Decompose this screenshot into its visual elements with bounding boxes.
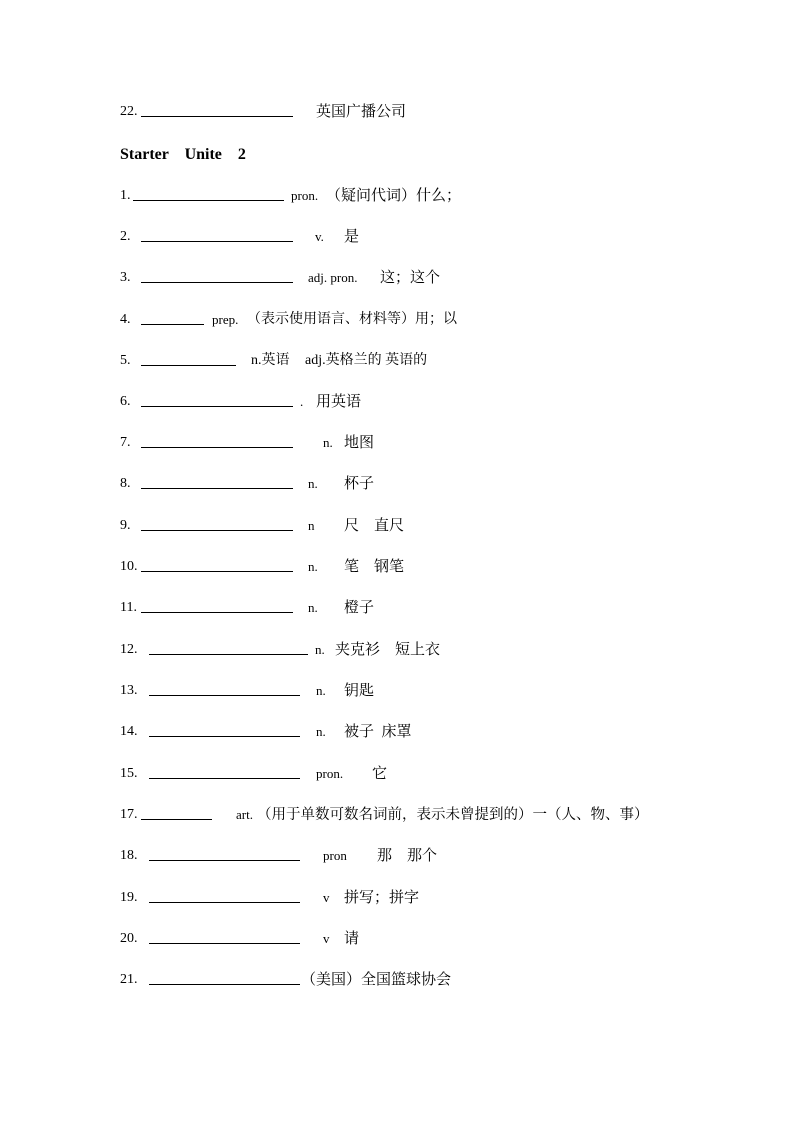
item-number: 7.	[120, 435, 131, 450]
item-pos: n.	[308, 559, 318, 574]
item-gloss: 被子 床罩	[344, 724, 412, 740]
item-pos: v	[323, 890, 330, 905]
item-number: 3.	[120, 270, 131, 285]
item-gloss: （用于单数可数名词前，表示未曾提到的）一（人、物、事）	[257, 807, 649, 823]
item-number: 11.	[120, 600, 137, 615]
item-pos: pron.	[316, 766, 344, 781]
item-pos: v.	[315, 229, 324, 244]
item-number: 5.	[120, 353, 131, 368]
item-number: 21.	[120, 972, 138, 987]
answer-blank[interactable]	[141, 819, 212, 820]
item-number: 10.	[120, 559, 138, 574]
answer-blank[interactable]	[149, 902, 300, 903]
item-gloss: 是	[344, 229, 360, 245]
item-pos: pron.	[291, 188, 319, 203]
item-pos: n	[308, 518, 315, 533]
item-number: 12.	[120, 642, 138, 657]
answer-blank[interactable]	[141, 406, 293, 407]
item-number: 19.	[120, 890, 138, 905]
answer-blank[interactable]	[149, 778, 300, 779]
item-pos: n.	[308, 476, 318, 491]
item-pos: adj. pron.	[308, 270, 358, 285]
item-pos: pron	[323, 848, 347, 863]
answer-blank[interactable]	[149, 654, 308, 655]
item-pos: n.	[308, 600, 318, 615]
item-gloss: 笔 钢笔	[344, 559, 405, 575]
item-gloss: （美国）全国篮球协会	[301, 972, 452, 988]
item-pos: n.	[316, 724, 326, 739]
item-number: 20.	[120, 931, 138, 946]
item-pos: n.英语	[251, 353, 290, 368]
item-pos: art.	[236, 807, 253, 822]
answer-blank[interactable]	[141, 612, 293, 613]
section-heading: Starter Unite 2	[120, 146, 246, 163]
answer-blank[interactable]	[141, 571, 293, 572]
item-pos: prep.	[212, 312, 239, 327]
answer-blank[interactable]	[141, 282, 293, 283]
answer-blank[interactable]	[149, 984, 300, 985]
item-gloss: 英国广播公司	[316, 104, 407, 120]
item-gloss: （疑问代词）什么；	[326, 188, 462, 204]
answer-blank[interactable]	[149, 695, 300, 696]
answer-blank[interactable]	[149, 736, 300, 737]
item-gloss: 夹克衫 短上衣	[335, 642, 441, 658]
item-number: 6.	[120, 394, 131, 409]
answer-blank[interactable]	[141, 530, 293, 531]
item-pos: v	[323, 931, 330, 946]
item-gloss: 请	[344, 931, 360, 947]
item-gloss: 钥匙	[344, 683, 375, 699]
answer-blank[interactable]	[149, 860, 300, 861]
answer-blank[interactable]	[149, 943, 300, 944]
item-gloss: adj.英格兰的 英语的	[305, 353, 428, 368]
item-gloss: 这；这个	[380, 270, 441, 286]
item-number: 18.	[120, 848, 138, 863]
item-pos: n.	[323, 435, 333, 450]
item-number: 15.	[120, 766, 138, 781]
answer-blank[interactable]	[141, 241, 293, 242]
item-number: 8.	[120, 476, 131, 491]
item-pos: .	[300, 394, 304, 409]
item-pos: n.	[316, 683, 326, 698]
item-gloss: 杯子	[344, 476, 375, 492]
item-number: 2.	[120, 229, 131, 244]
item-gloss: 拼写；拼字	[344, 890, 420, 906]
item-gloss: 地图	[344, 435, 375, 451]
answer-blank[interactable]	[141, 488, 293, 489]
item-number: 14.	[120, 724, 138, 739]
item-number: 9.	[120, 518, 131, 533]
item-number: 4.	[120, 312, 131, 327]
item-number: 13.	[120, 683, 138, 698]
item-gloss: 橙子	[344, 600, 375, 616]
item-number: 1.	[120, 188, 131, 203]
item-number: 22.	[120, 104, 138, 119]
answer-blank[interactable]	[141, 116, 293, 117]
item-gloss: 它	[372, 766, 388, 782]
item-gloss: 用英语	[316, 394, 362, 410]
item-gloss: （表示使用语言、材料等）用；以	[247, 312, 457, 327]
item-pos: n.	[315, 642, 325, 657]
answer-blank[interactable]	[141, 324, 204, 325]
item-gloss: 那 那个	[377, 848, 438, 864]
answer-blank[interactable]	[141, 365, 236, 366]
item-gloss: 尺 直尺	[344, 518, 405, 534]
item-number: 17.	[120, 807, 138, 822]
answer-blank[interactable]	[141, 447, 293, 448]
answer-blank[interactable]	[133, 200, 284, 201]
